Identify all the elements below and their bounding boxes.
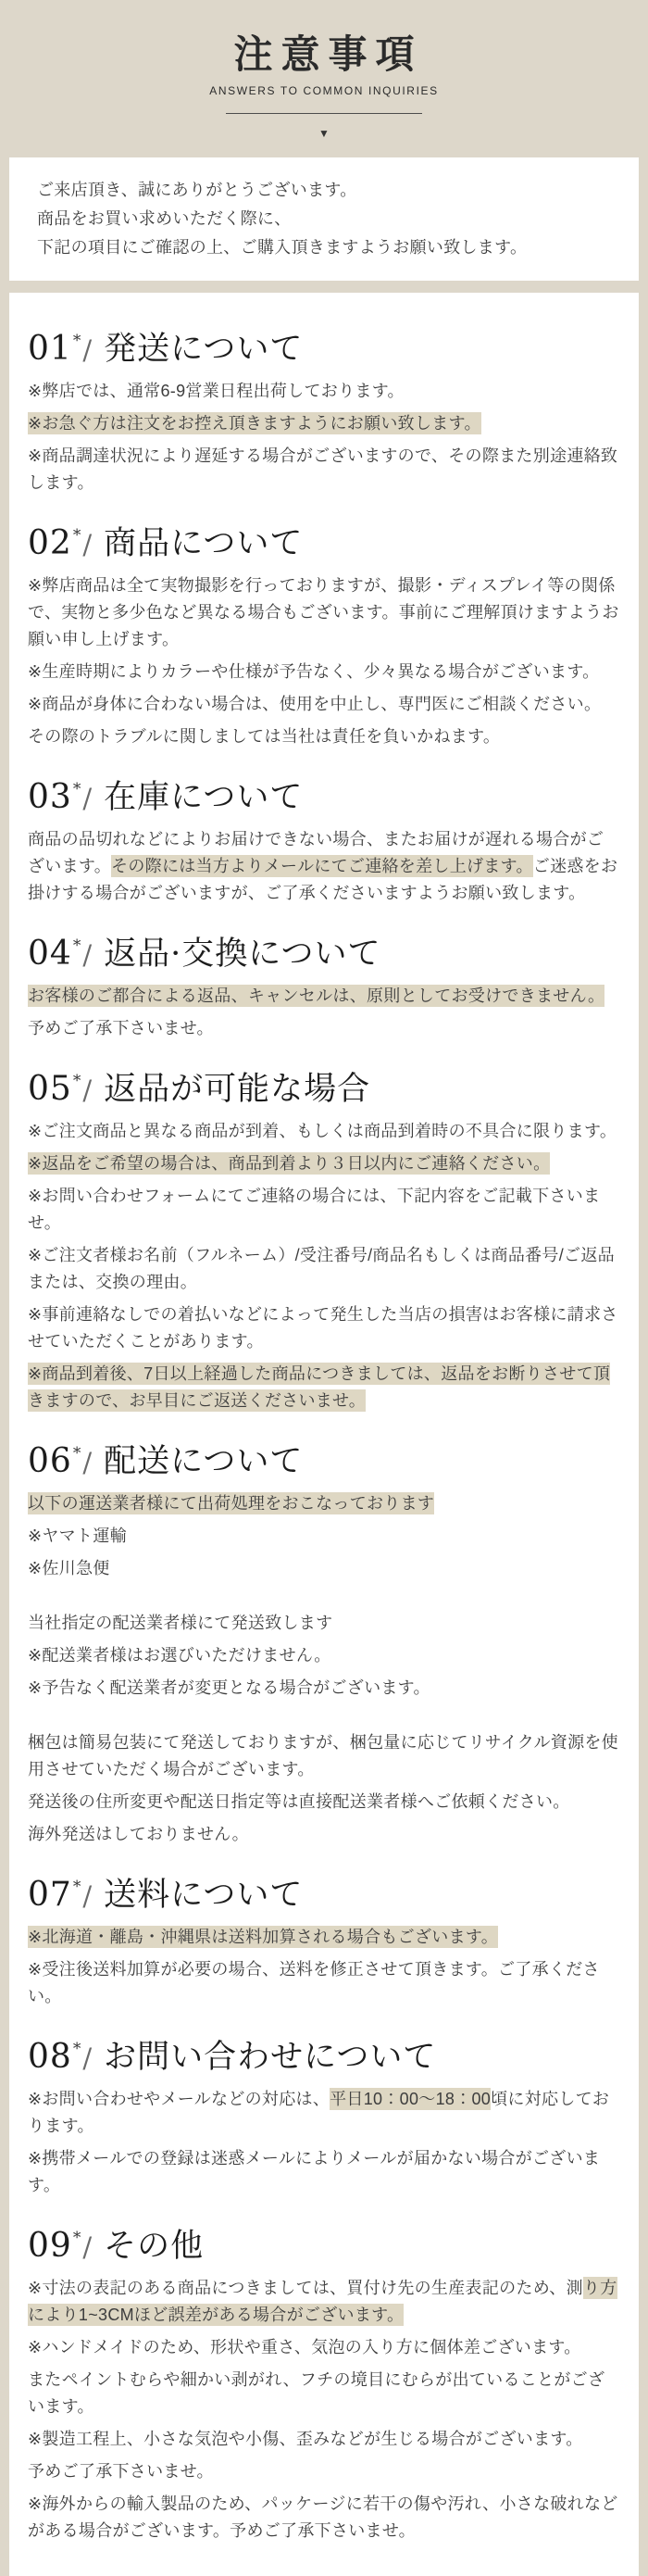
section-07 [28,1868,620,2010]
section-03 [28,771,620,907]
section-number: 03 [28,778,72,816]
paragraph [28,1642,620,1669]
header-divider [226,113,422,114]
paragraph [28,1490,620,1517]
text-segment: ※ハンドメイドのため、形状や重さ、気泡の入り方に個体差ございます。 [28,2338,581,2356]
intro-line: 商品をお買い求めいただく際に、 [37,209,292,228]
text-segment: ※予告なく配送業者が変更となる場合がございます。 [28,1678,430,1697]
paragraph [28,826,620,907]
paragraph [28,2426,620,2453]
notes-card [9,293,639,2576]
text-segment: 当社指定の配送業者様にて発送致します [28,1614,333,1632]
text-segment: 予めご了承下さいませ。 [28,1019,214,1037]
slash-mark: / [82,2042,93,2074]
text-segment: ※ご注文者様お名前（フルネーム）/受注番号/商品名もしくは商品番号/ご返品または、交換の理由。 [28,1246,615,1291]
highlighted-text: お客様のご都合による返品、キャンセルは、原則としてお受けできません。 [28,986,605,1005]
section-number: 01 [28,330,72,368]
text-segment: ご迷惑をお掛けする場合がございますが、ご了承くださいますようお願い致します。 [28,857,618,902]
highlighted-text: ※返品をご希望の場合は、商品到着より３日以内にご連絡ください。 [28,1154,551,1173]
text-segment: ※お問い合わせやメールなどの対応は、 [28,2090,330,2108]
section-heading [28,2030,620,2077]
paragraph [28,723,620,750]
intro-line: ご来店頂き、誠にありがとうございます。 [37,181,357,199]
paragraph [28,691,620,718]
text-segment: ※配送業者様はお選びいただけません。 [28,1646,331,1665]
text-segment: ※製造工程上、小さな気泡や小傷、歪みなどが生じる場合がございます。 [28,2430,583,2448]
text-segment: ※事前連絡なしでの着払いなどによって発生した当店の損害はお客様に請求させていただくことがあります。 [28,1305,618,1351]
section-heading [28,1868,620,1915]
section-number: 02 [28,524,72,562]
asterisk-mark: * [72,332,82,350]
asterisk-mark: * [72,1072,82,1090]
paragraph [28,1242,620,1296]
page-header [0,0,648,157]
section-05 [28,1062,620,1414]
slash-mark: / [82,2231,93,2263]
section-06 [28,1435,620,1848]
paragraph [28,1821,620,1848]
text-segment: ※寸法の表記のある商品につきましては、買付け先の生産表記のため、測 [28,2279,583,2297]
section-number: 07 [28,1876,72,1914]
page-subtitle: ANSWERS TO COMMON INQUIRIES [209,84,439,97]
section-title: 在庫について [104,779,304,816]
section-number: 06 [28,1442,72,1480]
text-segment: ※佐川急便 [28,1559,110,1577]
slash-mark: / [82,529,93,560]
section-04 [28,927,620,1042]
section-title: 商品について [104,525,304,562]
section-title: お問い合わせについて [104,2039,437,2076]
section-heading [28,1062,620,1109]
text-segment: ※弊店では、通常6-9営業日程出荷しております。 [28,382,405,400]
text-segment: 頃に対応しております。 [28,2090,610,2135]
section-title: その他 [104,2228,205,2265]
highlighted-text: 以下の運送業者様にて出荷処理をおこなっております [28,1494,435,1513]
section-title: 返品が可能な場合 [104,1071,371,1108]
slash-mark: / [82,1880,93,1912]
paragraph [28,1015,620,1042]
text-segment: 発送後の住所変更や配送日指定等は直接配送業者様へご依頼ください。 [28,1792,570,1811]
paragraph [28,1361,620,1414]
section-08 [28,2030,620,2199]
text-segment: その際のトラブルに関しましては当社は責任を負いかねます。 [28,727,501,746]
text-segment: またペイントむらや細かい剥がれ、フチの境目にむらが出ていることがございます。 [28,2370,605,2416]
text-segment: 商品の品切れなどによりお届けできない場合、またお届けが遅れる場合がございます。 [28,830,604,875]
slash-mark: / [82,783,93,814]
text-segment: ※ヤマト運輸 [28,1527,127,1545]
text-segment: ※受注後送料加算が必要の場合、送料を修正させて頂きます。ご了承ください。 [28,1960,600,2005]
section-heading [28,322,620,369]
text-segment: 海外発送はしておりません。 [28,1825,249,1843]
paragraph [28,2145,620,2199]
section-heading [28,1435,620,1481]
text-segment: ※ご注文商品と異なる商品が到着、もしくは商品到着時の不具合に限ります。 [28,1122,617,1140]
section-title: 発送について [104,331,304,368]
text-segment: ※海外からの輸入製品のため、パッケージに若干の傷や汚れ、小さな破れなどがある場合がございます。予めご了承下さいませ。 [28,2494,618,2540]
highlighted-text: 平日10：00～18：00 [330,2090,492,2108]
section-title: 送料について [104,1877,304,1914]
page-title: 注意事項 [233,32,423,76]
highlighted-text: その際には当方よりメールにてご連絡を差し上げます。 [111,857,533,875]
paragraph [28,1523,620,1550]
text-segment: ※商品が身体に合わない場合は、使用を中止し、専門医にご相談ください。 [28,695,602,713]
text-segment: ※弊店商品は全て実物撮影を行っておりますが、撮影・ディスプレイ等の関係で、実物と多少色など異なる場合もございます。事前にご理解頂けますようお願い申し上げます。 [28,576,619,648]
asterisk-mark: * [72,2229,82,2247]
section-heading [28,927,620,974]
section-heading [28,517,620,563]
paragraph [28,2367,620,2420]
paragraph [28,378,620,405]
asterisk-mark: * [72,936,82,955]
paragraph [28,1555,620,1582]
section-02 [28,517,620,750]
highlighted-text: ※北海道・離島・沖縄県は送料加算される場合もございます。 [28,1928,499,1946]
paragraph [28,2086,620,2140]
text-segment: 予めご了承下さいませ。 [28,2462,214,2481]
paragraph [28,1301,620,1355]
paragraph [28,1183,620,1237]
section-title: 返品·交換について [104,936,381,973]
paragraph [28,2334,620,2361]
slash-mark: / [82,939,93,971]
paragraph [28,1956,620,2010]
paragraph [28,2491,620,2545]
section-number: 05 [28,1070,72,1108]
down-arrow-icon: ▼ [318,127,330,140]
asterisk-mark: * [72,1444,82,1463]
paragraph [28,2458,620,2485]
section-number: 04 [28,935,72,973]
paragraph [28,1150,620,1177]
section-number: 09 [28,2227,72,2265]
slash-mark: / [82,1074,93,1106]
paragraph [28,1789,620,1816]
paragraph [28,1729,620,1783]
section-09 [28,2219,620,2545]
section-title: 配送について [104,1443,304,1480]
paragraph [28,1118,620,1145]
intro-card [9,157,639,281]
asterisk-mark: * [72,1878,82,1896]
paragraph [28,443,620,496]
asterisk-mark: * [72,526,82,545]
paragraph [28,572,620,653]
asterisk-mark: * [72,2040,82,2058]
section-01 [28,322,620,496]
highlighted-text: り方により1~3CMほど誤差がある場合がございます。 [28,2279,617,2324]
text-segment: ※商品調達状況により遅延する場合がございますので、その際また別途連絡致します。 [28,446,618,492]
sections [28,322,620,2545]
text-segment: ※生産時期によりカラーや仕様が予告なく、少々異なる場合がございます。 [28,662,600,681]
section-heading [28,771,620,817]
highlighted-text: ※商品到着後、7日以上経過した商品につきましては、返品をお断りさせて頂きますので、お早目にご返送くださいませ。 [28,1364,611,1410]
text-segment: ※お問い合わせフォームにてご連絡の場合には、下記内容をご記載下さいませ。 [28,1187,601,1232]
paragraph [28,2275,620,2329]
paragraph [28,410,620,437]
section-heading [28,2219,620,2266]
text-segment: ※携帯メールでの登録は迷惑メールによりメールが届かない場合がございます。 [28,2149,601,2194]
asterisk-mark: * [72,780,82,798]
slash-mark: / [82,334,93,366]
text-segment: 梱包は簡易包装にて発送しておりますが、梱包量に応じてリサイクル資源を使用させていただく場合がございます。 [28,1733,618,1778]
section-number: 08 [28,2038,72,2076]
paragraph [28,1610,620,1637]
paragraph [28,659,620,685]
paragraph [28,983,620,1010]
highlighted-text: ※お急ぐ方は注文をお控え頂きますようにお願い致します。 [28,414,481,433]
slash-mark: / [82,1447,93,1478]
paragraph [28,1924,620,1951]
paragraph [28,1675,620,1702]
intro-line: 下記の項目にご確認の上、ご購入頂きますようお願い致します。 [37,238,528,257]
